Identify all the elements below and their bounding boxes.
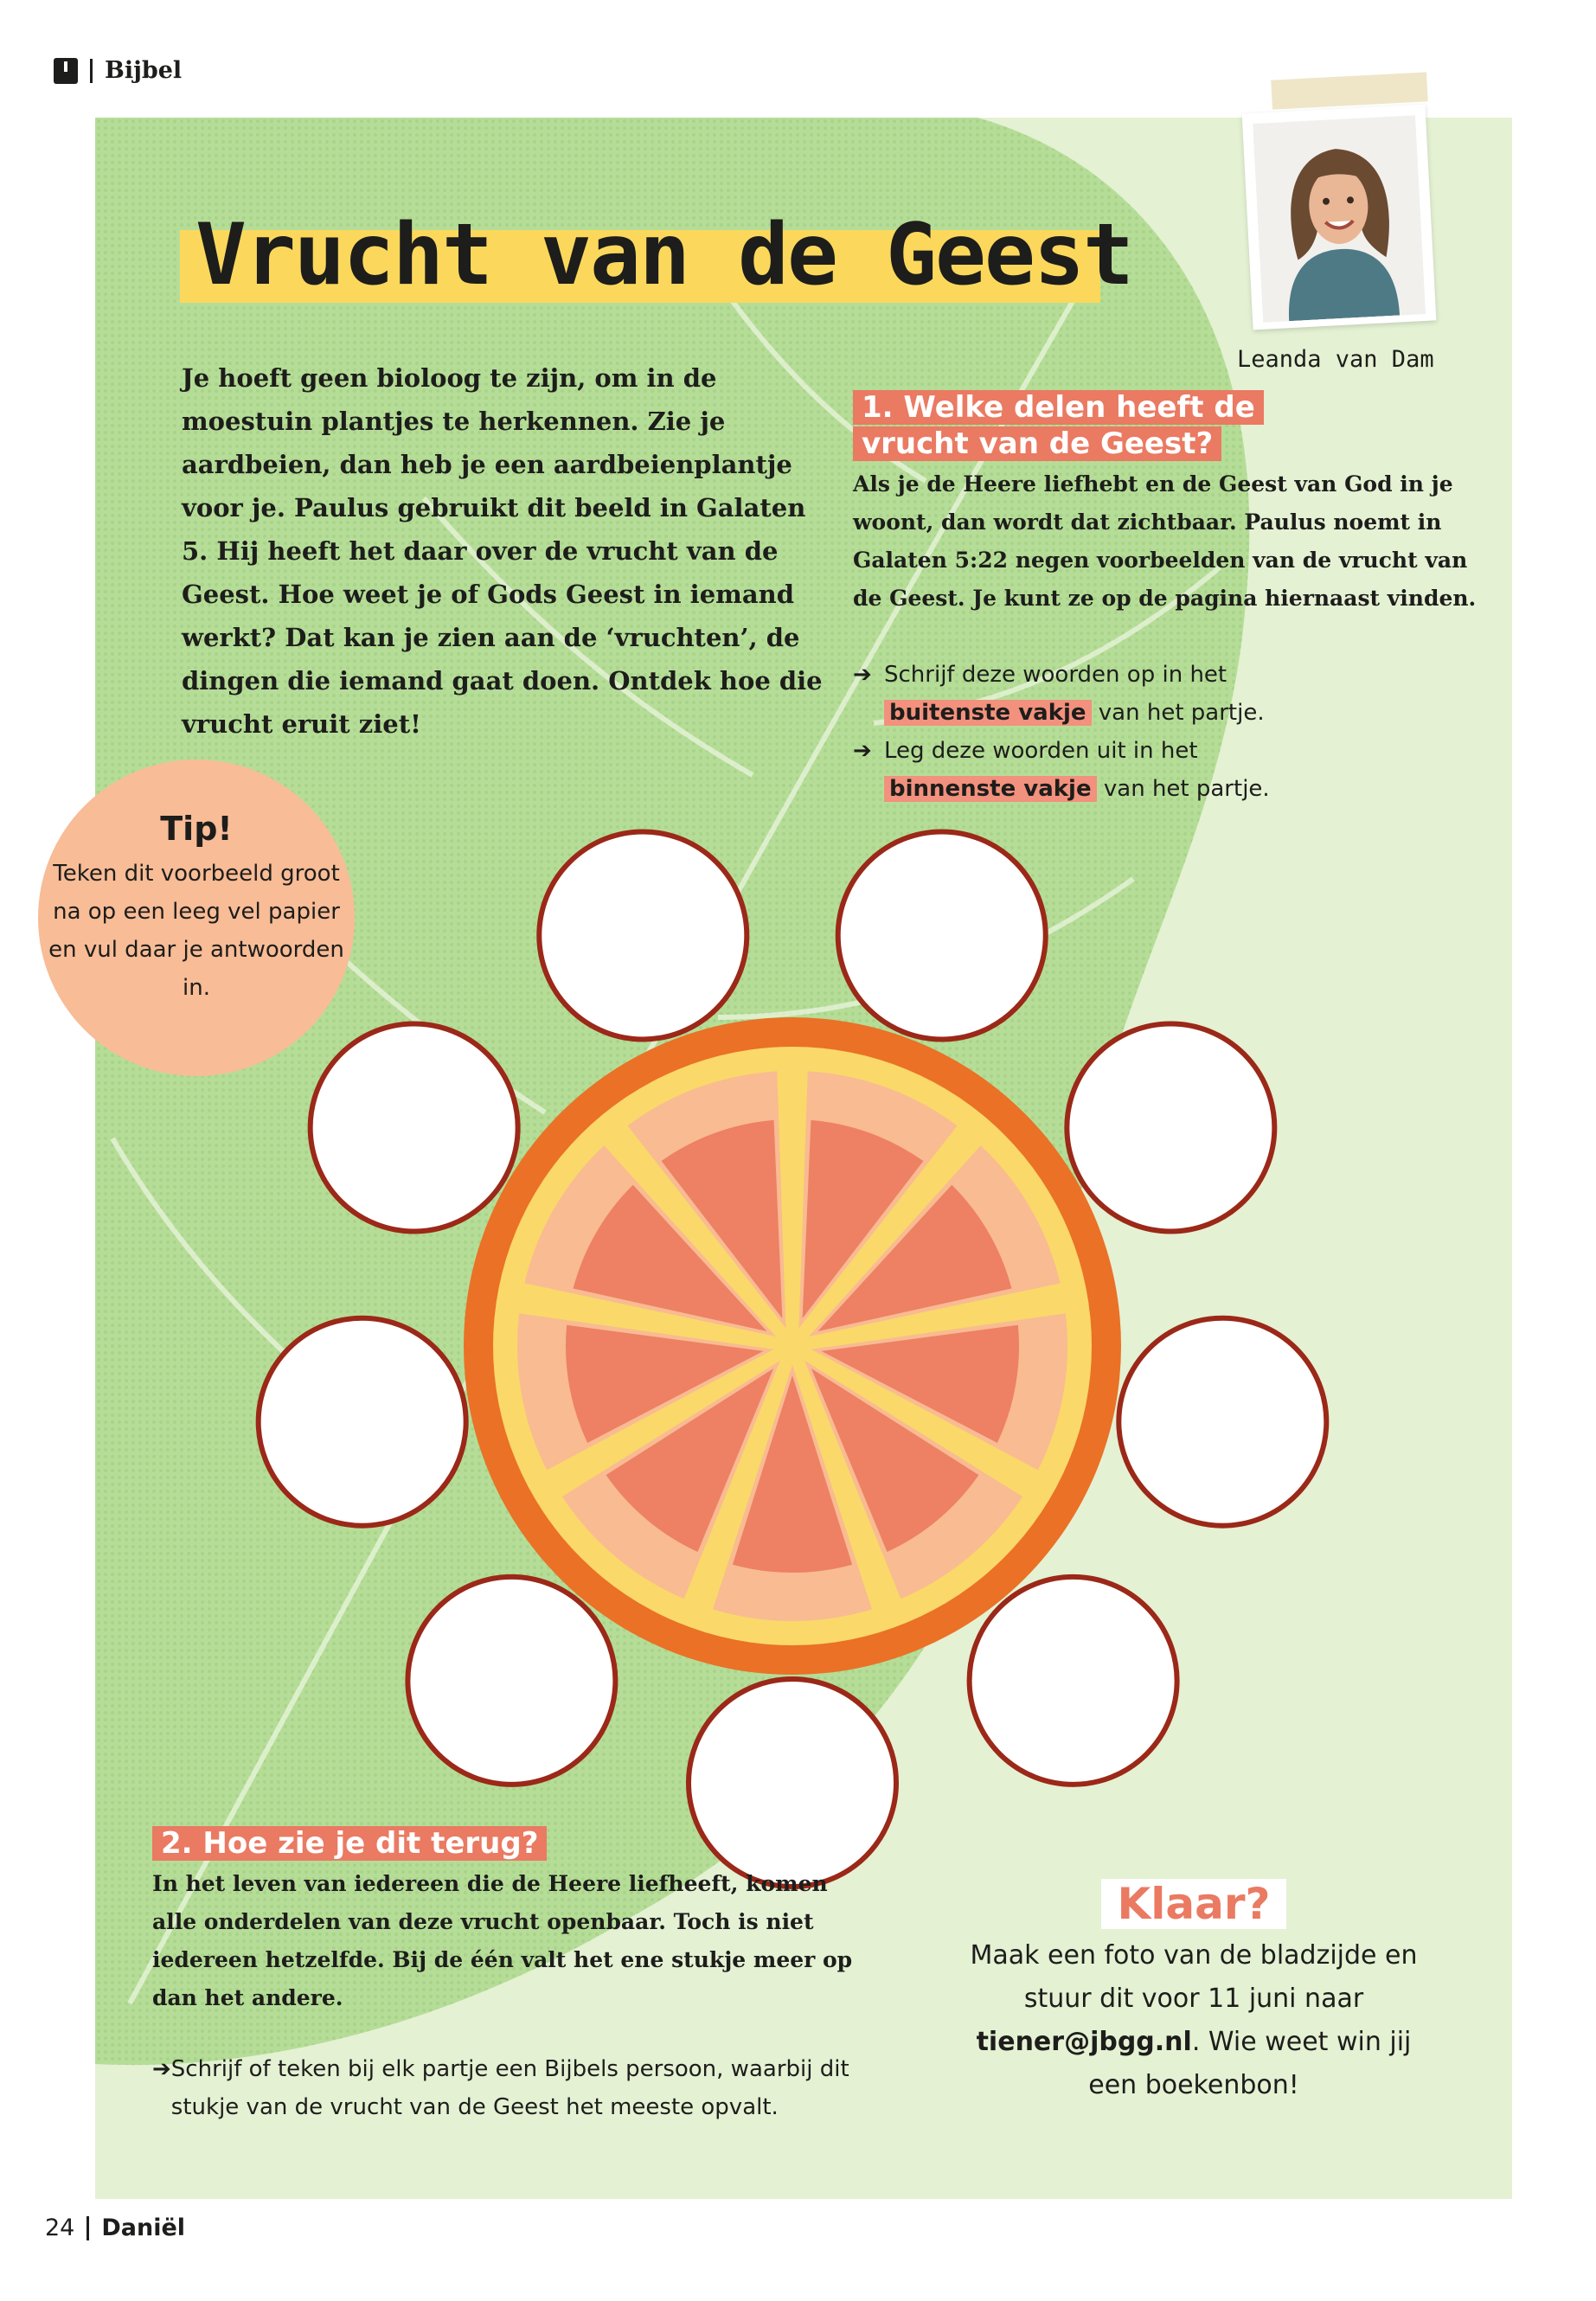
klaar-text-start: Maak een foto van de bladzijde en stuur dit voor 11 juni naar bbox=[970, 1940, 1418, 2014]
question-2-heading: 2. Hoe zie je dit terug? bbox=[152, 1826, 547, 1861]
answer-circle bbox=[539, 831, 747, 1039]
contact-email: tiener@jbgg.nl bbox=[976, 2027, 1192, 2057]
author-name: Leanda van Dam bbox=[1237, 346, 1434, 373]
answer-circle bbox=[838, 831, 1046, 1039]
klaar-text bbox=[969, 1934, 1419, 2107]
intro-text: Je hoeft geen bioloog te zijn, om in de moestuin plantjes te herkennen. Zie je aardbeien, dan heb je een aardbeienplantje voor je. Paulus gebruikt dit beeld in Galaten 5. Hij heeft het daar over de vrucht van de Geest. Hoe weet je of Gods Geest in iemand werkt? Dat kan je zien aan de ‘vruchten’, de dingen die iemand gaat doen. Ontdek hoe die vrucht eruit ziet! bbox=[182, 363, 823, 739]
instruction-1-text: Schrijf deze woorden op in het bbox=[884, 662, 1227, 688]
question-1-heading: 1. Welke delen heeft de vrucht van de Geest? bbox=[853, 390, 1264, 461]
instruction-2-text: Leg deze woorden uit in het bbox=[884, 738, 1198, 764]
highlight-outer: buitenste vakje bbox=[884, 700, 1092, 726]
instruction-1-end: van het partje. bbox=[1098, 700, 1265, 726]
arrow-right-icon: ➔ bbox=[152, 2056, 171, 2082]
klaar-title: Klaar? bbox=[1101, 1879, 1285, 1929]
magazine-name: Daniël bbox=[101, 2214, 186, 2241]
answer-circle bbox=[259, 1318, 466, 1526]
answer-circle bbox=[407, 1577, 615, 1785]
question-2-instruction bbox=[152, 2050, 870, 2126]
page-footer bbox=[45, 2214, 185, 2241]
fruit-core bbox=[779, 1332, 806, 1360]
question-2-heading-block bbox=[152, 1825, 547, 1862]
klaar-text-end: . Wie weet win jij een boekenbon! bbox=[1088, 2027, 1412, 2100]
answer-circle bbox=[1067, 1024, 1274, 1232]
page-title: Vrucht van de Geest bbox=[195, 206, 1133, 304]
answer-circle bbox=[311, 1024, 518, 1232]
fruit-slice bbox=[464, 1017, 1121, 1675]
tip-text: Teken dit voorbeeld groot na op een leeg vel papier en vul daar je antwoorden in. bbox=[48, 861, 344, 1001]
tip-title: Tip! bbox=[160, 810, 233, 848]
page-number: 24 bbox=[45, 2214, 75, 2241]
question-1-text: Als je de Heere liefhebt en de Geest van God in je woont, dan wordt dat zichtbaar. Paulus noemt in Galaten 5:22 negen voorbeelden van de vrucht van de Geest. Je kunt ze op de pagina hiernaast vinden. bbox=[853, 471, 1477, 611]
answer-circle bbox=[1118, 1318, 1326, 1526]
klaar-block bbox=[969, 1879, 1419, 2107]
answer-circle bbox=[689, 1679, 896, 1887]
arrow-right-icon: ➔ bbox=[853, 738, 872, 764]
instruction-2-end: van het partje. bbox=[1103, 776, 1270, 802]
question-2-text: In het leven van iedereen die de Heere liefheeft, komen alle onderdelen van deze vrucht openbaar. Toch is niet iedereen hetzelfde. Bij de één valt het ene stukje meer op dan het andere. bbox=[152, 1871, 853, 2010]
arrow-right-icon: ➔ bbox=[853, 662, 872, 688]
highlight-inner: binnenste vakje bbox=[884, 776, 1097, 802]
question-2-instruction-text: Schrijf of teken bij elk partje een Bijbels persoon, waarbij dit stukje van de vrucht van de Geest het meeste opvalt. bbox=[170, 2056, 849, 2120]
section-label: Bijbel bbox=[105, 57, 183, 84]
answer-circle bbox=[970, 1577, 1177, 1785]
footer-divider bbox=[87, 2216, 89, 2240]
